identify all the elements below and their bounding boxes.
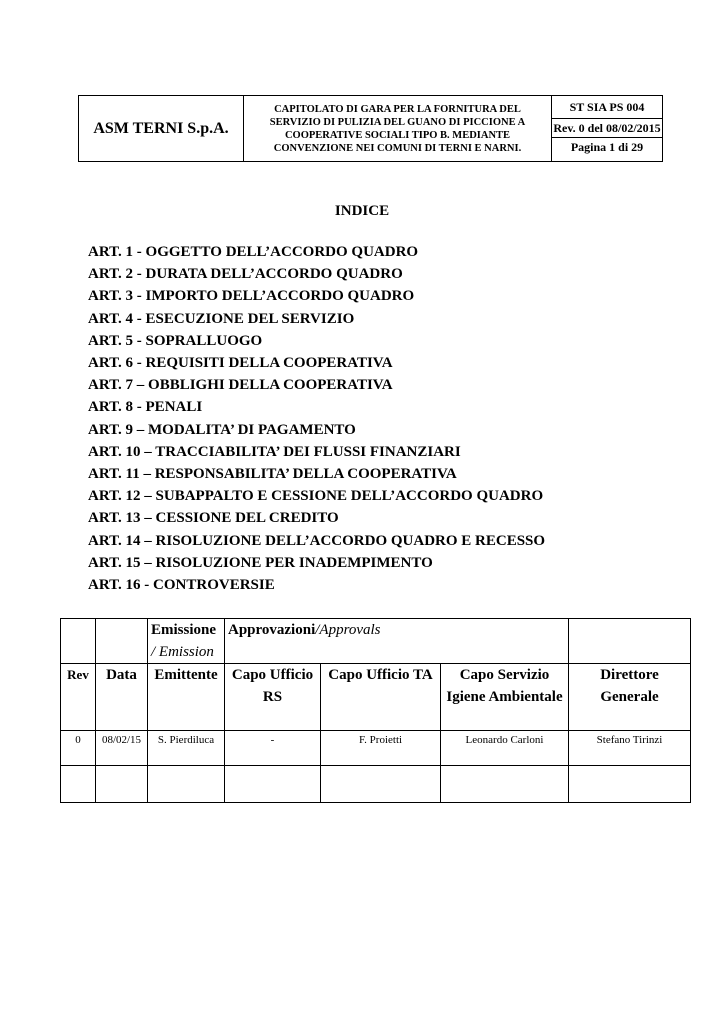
col-direttore: Direttore Generale: [569, 664, 691, 731]
document-meta: [552, 96, 662, 161]
cell-rev: 0: [61, 731, 96, 766]
index-item: ART. 2 - DURATA DELL’ACCORDO QUADRO: [88, 266, 403, 283]
document-header: [78, 95, 663, 162]
index-list: [88, 241, 545, 596]
table-header-row: [61, 619, 691, 664]
cell-direttore: Stefano Tirinzi: [569, 731, 691, 766]
index-item: ART. 10 – TRACCIABILITA’ DEI FLUSSI FINANZIARI: [88, 443, 461, 460]
approvals-table: [60, 618, 691, 803]
empty-cell: [569, 619, 691, 664]
index-item: ART. 8 - PENALI: [88, 399, 203, 416]
index-item: ART. 1 - OGGETTO DELL’ACCORDO QUADRO: [88, 244, 419, 260]
company-name: ASM TERNI S.p.A.: [79, 96, 244, 161]
emission-header: Emissione / Emission: [148, 619, 225, 664]
document-title: [244, 96, 552, 161]
table-row-empty: [61, 766, 691, 803]
col-emittente: Emittente: [148, 664, 225, 731]
index-item: ART. 12 – SUBAPPALTO E CESSIONE DELL’ACCORDO QUADRO: [88, 488, 544, 505]
cell-capo-servizio: Leonardo Carloni: [441, 731, 569, 766]
index-item: ART. 6 - REQUISITI DELLA COOPERATIVA: [88, 355, 393, 372]
empty-cell: [96, 619, 148, 664]
index-item: ART. 13 – CESSIONE DEL CREDITO: [88, 510, 339, 527]
cell-capo-rs: -: [225, 731, 321, 766]
col-capo-ta: Capo Ufficio TA: [321, 664, 441, 731]
index-item: ART. 4 - ESECUZIONE DEL SERVIZIO: [88, 310, 355, 327]
document-revision: Rev. 0 del 08/02/2015: [552, 119, 662, 138]
cell-emittente: S. Pierdiluca: [148, 731, 225, 766]
table-column-row: [61, 664, 691, 731]
document-title-line: SERVIZIO DI PULIZIA DEL GUANO DI PICCIONE A: [269, 116, 526, 128]
col-capo-servizio: Capo Servizio Igiene Ambientale: [441, 664, 569, 731]
col-rev: Rev: [61, 664, 96, 731]
index-item: ART. 3 - IMPORTO DELL’ACCORDO QUADRO: [88, 288, 415, 305]
index-item: ART. 15 – RISOLUZIONE PER INADEMPIMENTO: [88, 554, 433, 571]
document-title-line: CAPITOLATO DI GARA PER LA FORNITURA DEL: [274, 103, 521, 115]
empty-cell: [61, 619, 96, 664]
approvals-header: Approvazioni/Approvals: [225, 619, 569, 664]
col-data: Data: [96, 664, 148, 731]
index-item: ART. 16 - CONTROVERSIE: [88, 577, 275, 594]
document-code: ST SIA PS 004: [552, 96, 662, 119]
document-title-line: CONVENZIONE NEI COMUNI DI TERNI E NARNI.: [273, 142, 522, 154]
cell-capo-ta: F. Proietti: [321, 731, 441, 766]
table-row: [61, 731, 691, 766]
index-item: ART. 7 – OBBLIGHI DELLA COOPERATIVA: [88, 377, 393, 394]
index-title: INDICE: [334, 203, 390, 219]
page-number: Pagina 1 di 29: [570, 140, 644, 154]
index-item: ART. 14 – RISOLUZIONE DELL’ACCORDO QUADRO E RECESSO: [88, 532, 546, 549]
index-item: ART. 9 – MODALITA’ DI PAGAMENTO: [88, 421, 356, 438]
document-title-line: COOPERATIVE SOCIALI TIPO B. MEDIANTE: [284, 129, 511, 141]
index-item: ART. 5 - SOPRALLUOGO: [88, 332, 263, 349]
col-capo-rs: Capo Ufficio RS: [225, 664, 321, 731]
cell-data: 08/02/15: [96, 731, 148, 766]
index-item: ART. 11 – RESPONSABILITA’ DELLA COOPERATIVA: [88, 466, 457, 483]
